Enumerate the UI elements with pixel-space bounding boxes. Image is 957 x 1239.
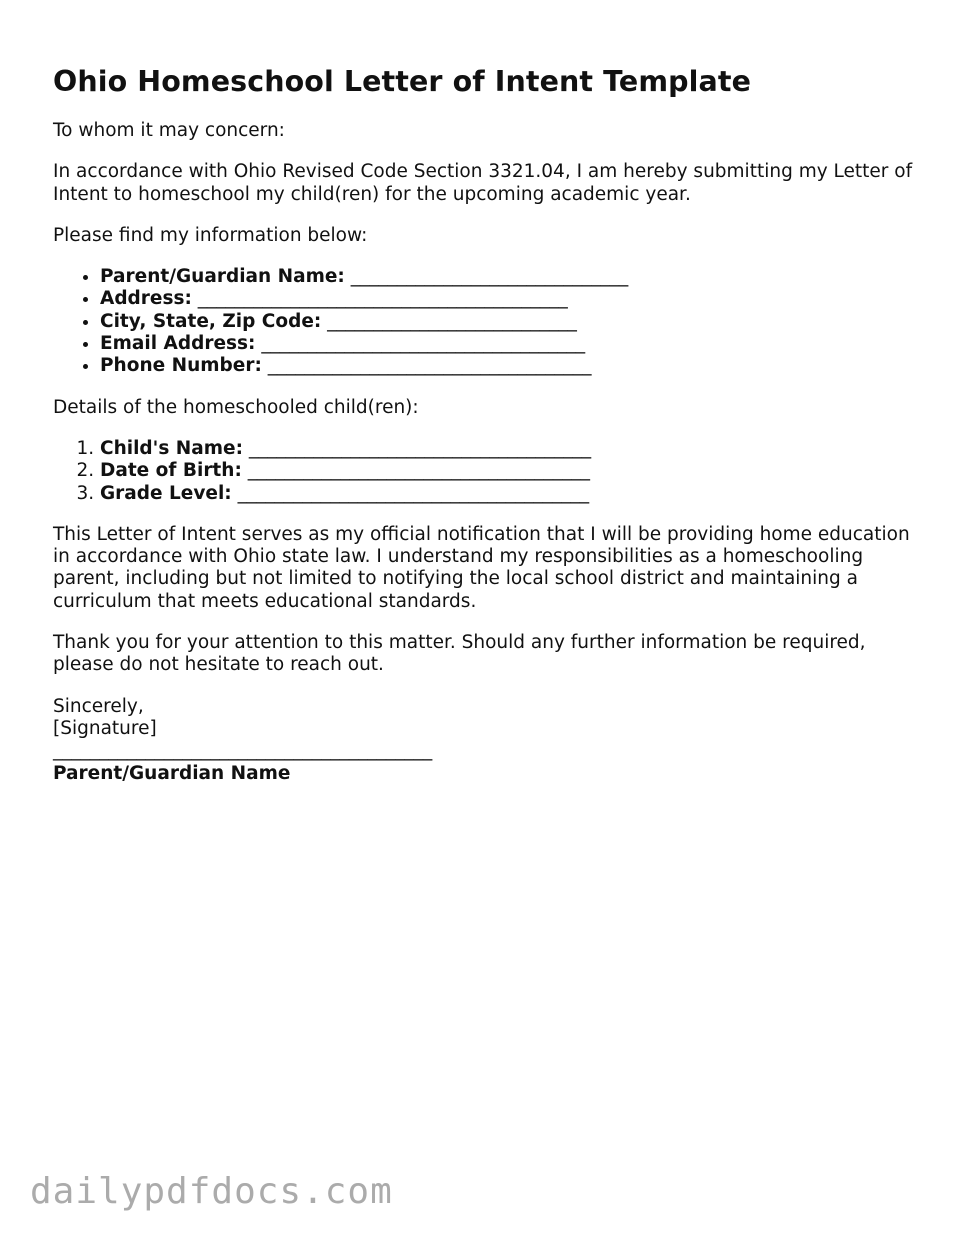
fill-in-blank: ___________________________________: [267, 355, 592, 377]
field-label: Parent/Guardian Name:: [100, 266, 345, 288]
intro-paragraph: In accordance with Ohio Revised Code Section 3321.04, I am hereby submitting my Letter of Intent to homeschool my child(ren) for the upcoming academic year.: [53, 161, 913, 205]
parent-info-list: [53, 266, 913, 377]
list-item: [100, 355, 913, 377]
closing-block: [53, 696, 913, 785]
field-label: Child's Name:: [100, 437, 243, 459]
field-label: Date of Birth:: [100, 460, 242, 482]
list-item: [100, 438, 913, 460]
signature-placeholder: [Signature]: [53, 717, 157, 739]
list-item: [100, 460, 913, 482]
field-label: Address:: [100, 288, 192, 310]
statement-paragraph: This Letter of Intent serves as my official notification that I will be providing home education in accordance with Ohio state law. I understand my responsibilities as a homeschooling parent, including but not limited to notifying the local school district and maintaining a curriculum that meets educational standards.: [53, 523, 910, 612]
child-prompt: Details of the homeschooled child(ren):: [53, 396, 419, 418]
field-label: Grade Level:: [100, 482, 232, 504]
fill-in-blank: ______________________________________: [237, 482, 590, 504]
watermark: dailypdfdocs.com: [30, 1171, 393, 1212]
salutation: To whom it may concern:: [53, 120, 285, 141]
list-item: [100, 483, 913, 505]
document-title: Ohio Homeschool Letter of Intent Template: [53, 65, 752, 98]
field-label: Email Address:: [100, 333, 256, 355]
fill-in-blank: ___________________________________: [261, 333, 586, 355]
fill-in-blank: ________________________________________: [197, 288, 568, 310]
list-item: [100, 288, 913, 310]
info-prompt: Please find my information below:: [53, 224, 368, 246]
thanks-paragraph: Thank you for your attention to this matter. Should any further information be required, please do not hesitate to reach out.: [53, 632, 866, 676]
list-item: [100, 266, 913, 288]
fill-in-blank: ______________________________: [350, 266, 629, 288]
field-label: City, State, Zip Code:: [100, 310, 322, 332]
document-page: [53, 62, 913, 785]
signature-line: _________________________________________: [53, 740, 433, 762]
fill-in-blank: _____________________________________: [248, 437, 592, 459]
fill-in-blank: _____________________________________: [247, 460, 590, 482]
list-item: [100, 311, 913, 333]
signature-name: Parent/Guardian Name: [53, 762, 291, 784]
fill-in-blank: ___________________________: [327, 310, 577, 332]
closing-text: Sincerely,: [53, 695, 144, 717]
list-item: [100, 333, 913, 355]
child-info-list: [53, 438, 913, 505]
field-label: Phone Number:: [100, 355, 262, 377]
